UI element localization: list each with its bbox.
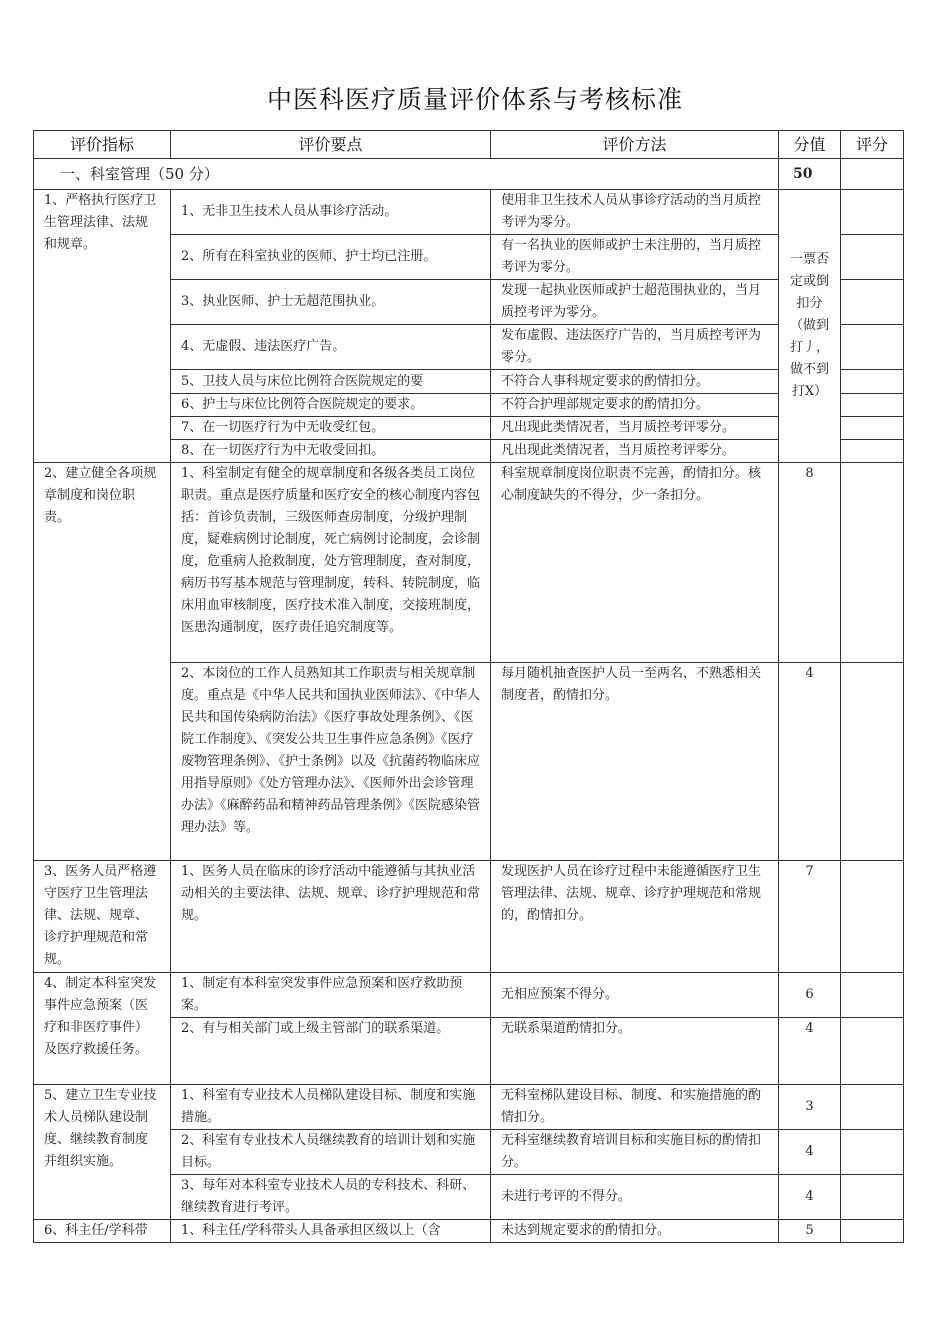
point-cell: 3、执业医师、护士无超范围执业。 xyxy=(171,280,491,325)
table-row xyxy=(34,463,904,663)
section-title: 一、科室管理（50 分） xyxy=(34,159,779,190)
point-cell: 5、卫技人员与床位比例符合医院规定的要 xyxy=(171,370,491,394)
method-cell: 有一名执业的医师或护士未注册的，当月质控考评为零分。 xyxy=(491,235,779,280)
method-cell: 未达到规定要求的酌情扣分。 xyxy=(491,1220,779,1243)
method-cell: 使用非卫生技术人员从事诊疗活动的当月质控考评为零分。 xyxy=(491,190,779,235)
score-cell: 5 xyxy=(779,1220,841,1243)
point-cell: 1、科室有专业技术人员梯队建设目标、制度和实施措施。 xyxy=(171,1085,491,1130)
rating-cell xyxy=(841,417,904,440)
indicator-cell: 3、医务人员严格遵守医疗卫生管理法律、法规、规章、诊疗护理规范和常规。 xyxy=(34,861,171,973)
rating-cell xyxy=(841,463,904,663)
point-cell: 8、在一切医疗行为中无收受回扣。 xyxy=(171,440,491,463)
veto-score-cell: 一票否定或倒扣分（做到打丿，做不到打X） xyxy=(779,190,841,463)
score-cell: 4 xyxy=(779,663,841,861)
indicator-cell: 4、制定本科室突发事件应急预案（医疗和非医疗事件）及医疗救援任务。 xyxy=(34,973,171,1085)
header-method: 评价方法 xyxy=(491,131,779,159)
rating-cell xyxy=(841,1220,904,1243)
score-cell: 4 xyxy=(779,1130,841,1175)
section-score: 50 xyxy=(779,159,841,190)
method-cell: 无联系渠道酌情扣分。 xyxy=(491,1018,779,1085)
rating-cell xyxy=(841,973,904,1018)
point-cell: 2、科室有专业技术人员继续教育的培训计划和实施目标。 xyxy=(171,1130,491,1175)
point-cell: 3、每年对本科室专业技术人员的专科技术、科研、继续教育进行考评。 xyxy=(171,1175,491,1220)
rating-cell xyxy=(841,280,904,325)
indicator-cell: 2、建立健全各项规章制度和岗位职责。 xyxy=(34,463,171,861)
method-cell: 科室规章制度岗位职责不完善，酌情扣分。核心制度缺失的不得分，少一条扣分。 xyxy=(491,463,779,663)
indicator-cell: 1、严格执行医疗卫生管理法律、法规和规章。 xyxy=(34,190,171,463)
table-header-row xyxy=(34,131,904,159)
method-cell: 未进行考评的不得分。 xyxy=(491,1175,779,1220)
table-row xyxy=(34,973,904,1018)
point-cell: 1、医务人员在临床的诊疗活动中能遵循与其执业活动相关的主要法律、法规、规章、诊疗护理规范和常规。 xyxy=(171,861,491,973)
indicator-cell: 5、建立卫生专业技术人员梯队建设制度、继续教育制度并组织实施。 xyxy=(34,1085,171,1220)
method-cell: 无科室继续教育培训目标和实施目标的酌情扣分。 xyxy=(491,1130,779,1175)
evaluation-table xyxy=(33,130,904,1243)
header-points: 评价要点 xyxy=(171,131,491,159)
score-cell: 4 xyxy=(779,1175,841,1220)
method-cell: 无相应预案不得分。 xyxy=(491,973,779,1018)
rating-cell xyxy=(841,861,904,973)
point-cell: 1、科主任/学科带头人具备承担区级以上（含 xyxy=(171,1220,491,1243)
point-cell: 2、本岗位的工作人员熟知其工作职责与相关规章制度。重点是《中华人民共和国执业医师法》、《中华人民共和国传染病防治法》《医疗事故处理条例》、《医院工作制度》、《突发公共卫生事件应急条例》《医疗废物管理条例》、《护士条例》以及《抗菌药物临床应用指导原则》《处方管理办法》、《医师外出会诊管理办法》《麻醉药品和精神药品管理条例》《医院感染管理办法》等。 xyxy=(171,663,491,861)
rating-cell xyxy=(841,394,904,417)
table-row xyxy=(34,1220,904,1243)
table-row xyxy=(34,1085,904,1130)
score-cell: 8 xyxy=(779,463,841,663)
method-cell: 凡出现此类情况者，当月质控考评零分。 xyxy=(491,440,779,463)
point-cell: 2、所有在科室执业的医师、护士均已注册。 xyxy=(171,235,491,280)
rating-cell xyxy=(841,663,904,861)
rating-cell xyxy=(841,1175,904,1220)
score-cell: 6 xyxy=(779,973,841,1018)
table-row xyxy=(34,190,904,235)
score-cell: 7 xyxy=(779,861,841,973)
method-cell: 发现一起执业医师或护士超范围执业的，当月质控考评为零分。 xyxy=(491,280,779,325)
rating-cell xyxy=(841,1130,904,1175)
rating-cell xyxy=(841,235,904,280)
header-indicator: 评价指标 xyxy=(34,131,171,159)
rating-cell xyxy=(841,1085,904,1130)
method-cell: 发布虚假、违法医疗广告的，当月质控考评为零分。 xyxy=(491,325,779,370)
header-rating: 评分 xyxy=(841,131,904,159)
point-cell: 7、在一切医疗行为中无收受红包。 xyxy=(171,417,491,440)
point-cell: 2、有与相关部门或上级主管部门的联系渠道。 xyxy=(171,1018,491,1085)
rating-cell xyxy=(841,159,904,190)
rating-cell xyxy=(841,370,904,394)
method-cell: 无科室梯队建设目标、制度、和实施措施的酌情扣分。 xyxy=(491,1085,779,1130)
method-cell: 不符合护理部规定要求的酌情扣分。 xyxy=(491,394,779,417)
section-row xyxy=(34,159,904,190)
table-row xyxy=(34,861,904,973)
method-cell: 每月随机抽查医护人员一至两名，不熟悉相关制度者，酌情扣分。 xyxy=(491,663,779,861)
point-cell: 6、护士与床位比例符合医院规定的要求。 xyxy=(171,394,491,417)
rating-cell xyxy=(841,440,904,463)
point-cell: 1、无非卫生技术人员从事诊疗活动。 xyxy=(171,190,491,235)
method-cell: 不符合人事科规定要求的酌情扣分。 xyxy=(491,370,779,394)
point-cell: 1、制定有本科室突发事件应急预案和医疗救助预案。 xyxy=(171,973,491,1018)
score-cell: 4 xyxy=(779,1018,841,1085)
rating-cell xyxy=(841,325,904,370)
indicator-cell: 6、科主任/学科带 xyxy=(34,1220,171,1243)
point-cell: 1、科室制定有健全的规章制度和各级各类员工岗位职责。重点是医疗质量和医疗安全的核心制度内容包括：首诊负责制，三级医师查房制度，分级护理制度，疑难病例讨论制度，死亡病例讨论制度，会诊制度，危重病人抢救制度，处方管理制度，查对制度，病历书写基本规范与管理制度，转科、转院制度，临床用血审核制度，医疗技术准入制度，交接班制度，医患沟通制度，医疗责任追究制度等。 xyxy=(171,463,491,663)
method-cell: 凡出现此类情况者，当月质控考评零分。 xyxy=(491,417,779,440)
rating-cell xyxy=(841,1018,904,1085)
header-score: 分值 xyxy=(779,131,841,159)
rating-cell xyxy=(841,190,904,235)
method-cell: 发现医护人员在诊疗过程中未能遵循医疗卫生管理法律、法规、规章、诊疗护理规范和常规的，酌情扣分。 xyxy=(491,861,779,973)
page-title: 中医科医疗质量评价体系与考核标准 xyxy=(266,85,683,114)
point-cell: 4、无虚假、违法医疗广告。 xyxy=(171,325,491,370)
score-cell: 3 xyxy=(779,1085,841,1130)
